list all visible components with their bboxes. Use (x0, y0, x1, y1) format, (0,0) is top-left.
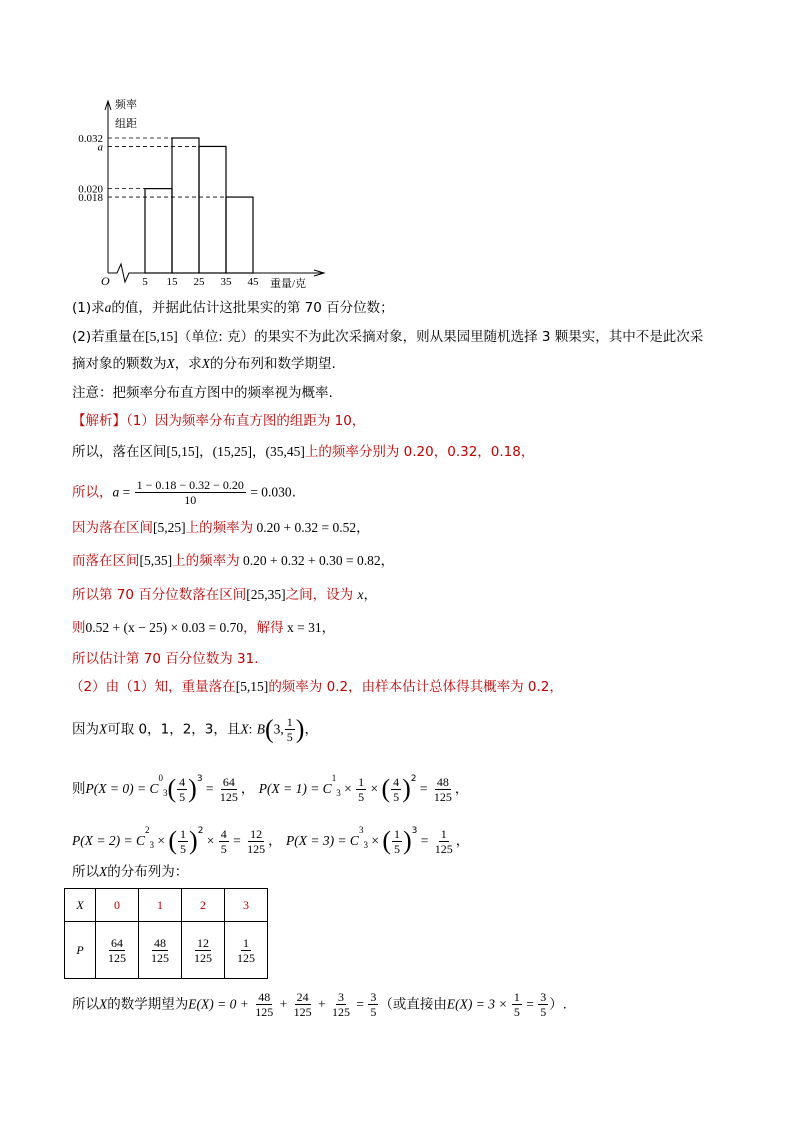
x-tick-label: 5 (142, 276, 148, 288)
prob-den: 125 (151, 950, 169, 965)
dist-intro-x: X (99, 864, 108, 879)
p0-exp: 3 (196, 774, 203, 784)
table-header-p: P (65, 922, 96, 979)
prob-line2: $P(X = 2) = C^2_3$ × ( $\frac{1}{5}$ )$^2$ × $\frac{4}{5}$ = $\frac{12}{125}$ ， $P(X = 3) = C^3_3$ × ( $\frac{1}{5}$ )$^3$ = $\frac{1}{125}$ ， (72, 825, 470, 856)
question-2-line1 (72, 327, 703, 347)
e-b: 的数学期望为 (107, 996, 189, 1013)
p0-fden: 5 (179, 789, 186, 804)
prob-den: 125 (237, 950, 255, 965)
e-alt-result (538, 990, 548, 1019)
s5-c: ， (380, 553, 395, 569)
p1-f1den: 5 (358, 789, 365, 804)
p0-result (218, 775, 240, 804)
e-a: 所以 (72, 996, 99, 1013)
table-cell (96, 922, 139, 979)
e-anum: 1 (513, 990, 520, 1004)
solution-line5 (72, 551, 394, 571)
s10-x: X (99, 721, 108, 737)
p3-result (433, 827, 455, 856)
p2-lhs: P(X = 2) = C (72, 833, 145, 848)
e-rden: 5 (370, 1005, 377, 1019)
table-cell (182, 922, 225, 979)
s10-fraction (285, 715, 295, 744)
p1-times: × (340, 781, 356, 796)
solution-line2 (72, 442, 534, 462)
p1-rnum: 48 (436, 774, 449, 789)
table-header-x: X (65, 889, 96, 922)
q2-c: 摘对象的颗数为 (72, 356, 167, 372)
histogram-bar (226, 197, 253, 273)
p2-sep: ， (268, 833, 282, 849)
prob-den: 125 (194, 950, 212, 965)
s3-a: 所以， (72, 484, 113, 501)
prob-num: 48 (154, 935, 166, 950)
e-f1 (253, 990, 275, 1019)
solution-line3 (72, 478, 296, 507)
solution-tag: 【解析】 (72, 413, 126, 429)
p0-rden: 125 (219, 789, 238, 804)
s4-b: 上的频率为 (185, 520, 254, 536)
dist-intro-b: 的分布列为： (107, 864, 189, 880)
p3-rden: 125 (434, 841, 453, 856)
distribution-table (64, 888, 268, 979)
p2-fraction1 (178, 827, 188, 856)
s10-b: 可取 0，1，2，3，且 (107, 721, 241, 738)
e-f3num: 3 (337, 990, 344, 1004)
s3-den: 10 (184, 493, 197, 507)
q2-e: 的分布列和数学期望. (210, 356, 336, 372)
p2-rden: 125 (247, 841, 266, 856)
p3-fnum: 1 (393, 826, 400, 841)
e-arden: 5 (540, 1005, 547, 1019)
p2-times2: × (203, 833, 218, 848)
y-tick-label: 0.018 (78, 192, 103, 205)
p2-f2den: 5 (220, 841, 227, 856)
p0-a: 则 (72, 781, 86, 797)
table-row (65, 922, 268, 979)
table-cell (225, 922, 268, 979)
p2-f2num: 4 (220, 826, 227, 841)
s5-b: 上的频率为 (172, 553, 240, 569)
p1-lhs: P(X = 1) = C (258, 781, 332, 796)
s2-i2: (15,25] (212, 444, 252, 459)
p2-k: 2 (144, 825, 150, 835)
question-2-line2 (72, 354, 336, 374)
s4-a: 因为落在区间 (72, 520, 153, 536)
s6-c: ， (363, 587, 377, 603)
s9-b: 的频率为 0.2，由样本估计总体得其概率为 0.2， (268, 679, 563, 695)
e-arnum: 3 (540, 990, 547, 1004)
e-alt: E(X) = 3 × (446, 996, 511, 1012)
e-plus2: + (314, 996, 329, 1012)
p1-k: 1 (331, 773, 337, 783)
q1-text: (1)求 (72, 300, 105, 316)
x-tick-label: 25 (193, 276, 205, 288)
prob-line1: 则$P(X = 0) = C^0_3$( $\frac{4}{5}$ )$^3$ = $\frac{64}{125}$ ， $P(X = 1) = C^1_3$ × $\frac{1}{5}$ × ( $\frac{4}{5}$ )$^2$ = $\frac{48}{125}$ ， (72, 773, 469, 804)
s6-i: [25,35] (246, 587, 286, 602)
note: 注意：把频率分布直方图中的频率视为概率. (72, 385, 333, 401)
p2-fnum: 1 (180, 826, 187, 841)
solution-line1 (72, 411, 365, 431)
s3-var: a (112, 484, 120, 500)
e-f2 (292, 990, 314, 1019)
table-cell: 1 (139, 889, 182, 922)
table-row (65, 889, 268, 922)
origin-label: O (101, 274, 110, 288)
p0-fraction (177, 775, 187, 804)
q2-x1: X (166, 356, 175, 371)
y-axis-label-line1: 频率 (115, 99, 137, 111)
p2-eq: = (229, 833, 245, 848)
p3-fraction (392, 827, 402, 856)
s1: （1）因为频率分布直方图的组距为 10， (126, 413, 366, 429)
s10-c: : (248, 721, 253, 737)
e-d: ）. (549, 996, 567, 1013)
prob-den: 125 (108, 950, 126, 965)
p3-lhs: P(X = 3) = C (285, 833, 359, 848)
e-rnum: 3 (370, 990, 377, 1004)
solution-line7 (72, 618, 335, 638)
s10-a: 因为 (72, 721, 99, 738)
solution-line8: 所以估计第 70 百分位数为 31. (72, 651, 259, 667)
q2-d: ，求 (174, 356, 202, 372)
p3-end: ， (455, 833, 470, 849)
s2-b: 上的频率分别为 0.20，0.32，0.18， (304, 444, 535, 460)
e-c: （或直接由 (379, 996, 447, 1013)
s2-sep2: ， (252, 444, 266, 460)
e-x: X (99, 996, 108, 1012)
s6-x: x (357, 587, 364, 602)
prob-num: 64 (111, 935, 123, 950)
q2-a: (2)若重量在 (72, 329, 146, 345)
e-f1num: 48 (258, 990, 271, 1004)
e-f2num: 24 (296, 990, 309, 1004)
s4-c: ， (356, 520, 370, 536)
p3-k: 3 (358, 825, 364, 835)
e-aeq: = (522, 996, 538, 1012)
e-result (368, 990, 378, 1019)
y-tick-label: 0.032 (78, 133, 103, 145)
s2-a: 所以，落在区间 (72, 444, 167, 460)
s5-i: [5,35] (139, 553, 173, 568)
p3-fden: 5 (393, 841, 400, 856)
dist-intro (72, 862, 188, 882)
table-cell (139, 922, 182, 979)
e-aden: 5 (513, 1005, 520, 1019)
y-axis-label-line2: 组距 (115, 118, 137, 130)
s10-pnum: 1 (286, 715, 293, 729)
p0-sep: ， (240, 781, 255, 797)
s7-b: ，解得 (243, 620, 284, 636)
p2-fden: 5 (180, 841, 187, 856)
q2-interval: [5,15] (145, 329, 178, 344)
p3-rnum: 1 (440, 826, 447, 841)
s6-a: 所以第 70 百分位数落在区间 (72, 587, 247, 603)
table-cell: 0 (96, 889, 139, 922)
solution-line10: 因为X可取 0，1，2，3，且X: B(3, $\frac{1}{5}$ )， (72, 714, 318, 744)
s4-expr: 0.20 + 0.32 = 0.52 (253, 520, 357, 535)
table-cell: 2 (182, 889, 225, 922)
p2-exp: 2 (197, 826, 204, 836)
s6-b: 之间，设为 (285, 587, 358, 603)
solution-line4 (72, 518, 370, 538)
p3-eq: = (417, 833, 432, 848)
s3-res: = 0.030 (246, 484, 292, 500)
e-eq: = (352, 996, 368, 1012)
p1-n: 3 (336, 788, 341, 798)
q2-x2: X (201, 356, 210, 371)
p1-result (432, 775, 454, 804)
p0-fnum: 4 (179, 774, 186, 789)
s2-sep1: ， (199, 444, 213, 460)
q1-var: a (104, 300, 112, 315)
s7-sol: x = 31 (283, 620, 322, 635)
e-f3 (330, 990, 352, 1019)
s7-a: 则 (72, 620, 86, 636)
prob-num: 12 (197, 935, 209, 950)
s9-i: [5,15] (235, 679, 269, 694)
e-plus1: + (276, 996, 291, 1012)
p1-end: ， (454, 781, 469, 797)
p2-fraction2 (219, 827, 229, 856)
p1-f2den: 5 (393, 789, 400, 804)
dist-intro-a: 所以 (72, 864, 99, 880)
table-cell: 3 (225, 889, 268, 922)
s9-a: （2）由（1）知，重量落在 (70, 679, 236, 695)
s3-num: 1 − 0.18 − 0.32 − 0.20 (136, 478, 244, 492)
question-1 (72, 298, 394, 318)
p2-times: × (153, 833, 169, 848)
q1-rest: 的值，并据此估计这批果实的第 70 百分位数； (111, 300, 394, 316)
p1-eq: = (416, 781, 431, 796)
s2-i1: [5,15] (166, 444, 200, 459)
expectation-line (72, 990, 567, 1019)
x-tick-label: 15 (166, 276, 178, 288)
p1-fraction2 (391, 775, 401, 804)
q2-b: （单位: 克）的果实不为此次采摘对象，则从果园里随机选择 3 颗果实，其中不是此次采 (177, 329, 704, 345)
p1-rden: 125 (433, 789, 452, 804)
s3-fraction (135, 478, 246, 507)
s10-n: 3, (273, 721, 284, 737)
p3-n: 3 (363, 840, 368, 850)
p3-exp: 3 (411, 826, 418, 836)
p0-lhs: P(X = 0) = C (85, 781, 159, 796)
p2-n: 3 (149, 840, 154, 850)
histogram (0, 0, 794, 300)
p1-times2: × (367, 781, 382, 796)
e-alt-frac (512, 990, 522, 1019)
s3-end: . (291, 484, 296, 501)
e-f1den: 125 (255, 1005, 274, 1019)
y-tick-label: a (97, 141, 103, 154)
p0-eq: = (202, 781, 217, 796)
p1-f1num: 1 (358, 774, 365, 789)
solution-line6 (72, 585, 377, 605)
p3-times: × (367, 833, 383, 848)
s10-B: B (256, 721, 265, 737)
histogram-bar (199, 146, 226, 273)
p0-k: 0 (158, 773, 163, 783)
s4-i: [5,25] (153, 520, 186, 535)
p1-fraction1 (356, 775, 366, 804)
x-tick-label: 45 (247, 276, 259, 288)
s7-expr: 0.52 + (x − 25) × 0.03 = 0.70 (85, 620, 244, 635)
x-axis-label: 重量/克 (270, 278, 307, 290)
x-tick-label: 35 (220, 276, 232, 288)
p0-n: 3 (162, 788, 168, 798)
e-lhs: E(X) = 0 + (188, 996, 253, 1012)
histogram-bar (145, 189, 172, 273)
solution-line9 (70, 677, 563, 697)
s10-x2: X (240, 721, 249, 737)
s7-c: ， (321, 620, 336, 636)
s10-d: ， (304, 721, 318, 738)
p2-result (245, 827, 267, 856)
p1-f2num: 4 (393, 774, 400, 789)
y-tick-label: 0.020 (78, 183, 103, 196)
s10-pden: 5 (286, 730, 293, 744)
p0-rnum: 64 (222, 774, 235, 789)
e-f3den: 125 (331, 1005, 350, 1019)
histogram-bar (172, 138, 199, 273)
p1-exp: 2 (410, 774, 417, 784)
e-f2den: 125 (293, 1005, 312, 1019)
p2-rnum: 12 (250, 826, 263, 841)
prob-num: 1 (243, 935, 249, 950)
s5-a: 而落在区间 (72, 553, 140, 569)
s5-expr: 0.20 + 0.32 + 0.30 = 0.82 (239, 553, 381, 568)
s3-eq: = (119, 484, 134, 500)
s2-i3: (35,45] (265, 444, 305, 459)
